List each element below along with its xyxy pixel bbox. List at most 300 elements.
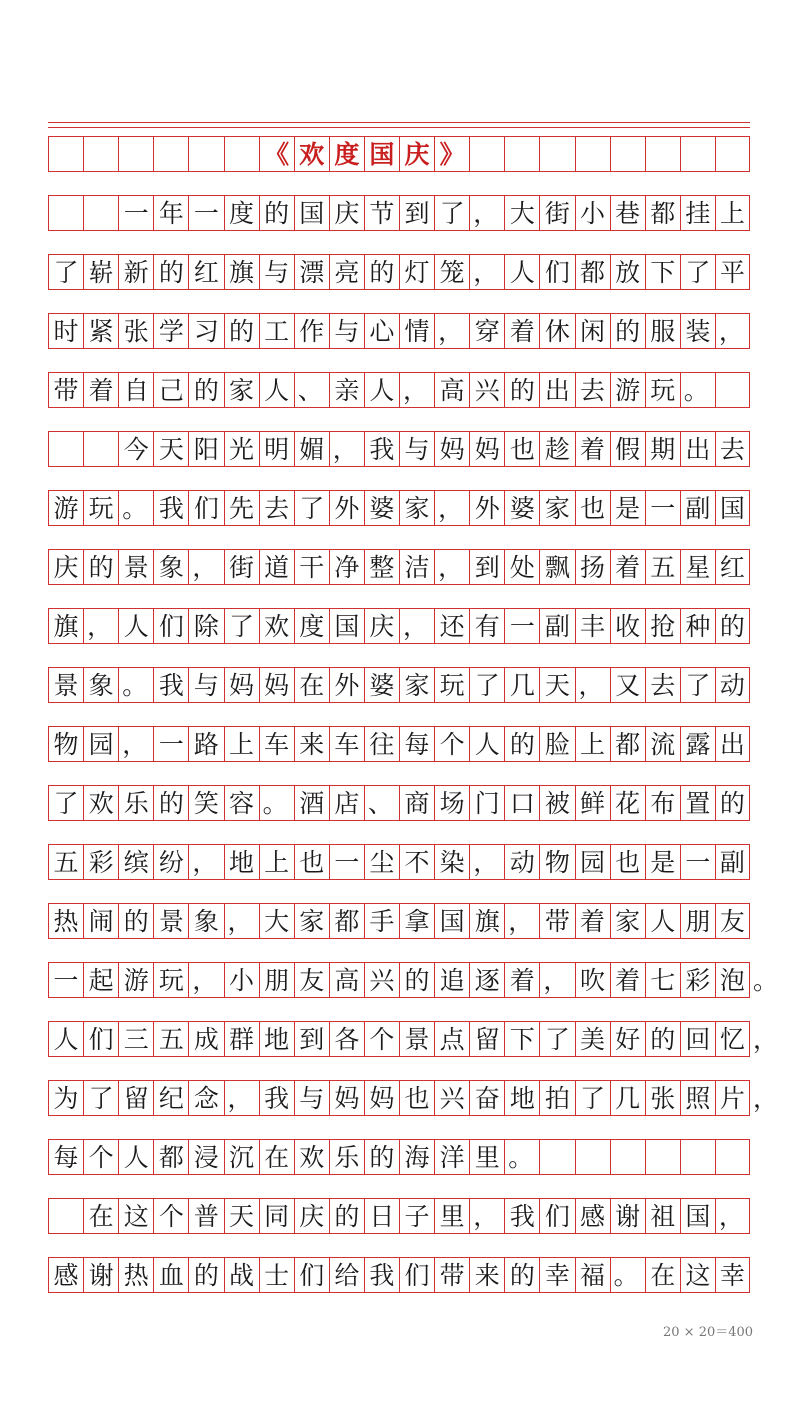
grid-cell: 崭 <box>83 255 118 289</box>
grid-cell: 期 <box>645 432 680 466</box>
grid-cell: 下 <box>504 1022 539 1056</box>
grid-cell: 亮 <box>329 255 364 289</box>
grid-cell: 紧 <box>83 314 118 348</box>
essay-row <box>48 431 750 467</box>
grid-cell: 沉 <box>224 1140 259 1174</box>
grid-cell: 染 <box>434 845 469 879</box>
grid-cell: 车 <box>259 727 294 761</box>
grid-cell: 了 <box>48 786 83 820</box>
grid-cell: 置 <box>680 786 715 820</box>
grid-cell <box>48 432 83 466</box>
grid-cell: 一 <box>680 845 715 879</box>
grid-cell: ， <box>469 255 504 289</box>
grid-cell: 笼 <box>434 255 469 289</box>
grid-cell: 园 <box>575 845 610 879</box>
grid-cell: 照 <box>680 1081 715 1115</box>
grid-cell: 脸 <box>539 727 574 761</box>
essay-row <box>48 1198 750 1234</box>
grid-cell: 人 <box>118 1140 153 1174</box>
grid-cell: 这 <box>680 1258 715 1292</box>
grid-cell: 的 <box>610 314 645 348</box>
grid-cell: 鲜 <box>575 786 610 820</box>
grid-cell: 平 <box>715 255 750 289</box>
grid-cell: 谢 <box>610 1199 645 1233</box>
grid-cell: 与 <box>259 255 294 289</box>
grid-cell: 。 <box>118 668 153 702</box>
grid-cell: ， <box>434 550 469 584</box>
title-cell <box>504 137 539 171</box>
grid-cell: 街 <box>539 196 574 230</box>
grid-cell: 血 <box>153 1258 188 1292</box>
grid-count-label: 20 × 20＝400 <box>663 1325 754 1340</box>
grid-cell: 彩 <box>680 963 715 997</box>
grid-cell: 门 <box>469 786 504 820</box>
grid-cell: 海 <box>399 1140 434 1174</box>
grid-cell: 庆 <box>294 1199 329 1233</box>
grid-cell: 容 <box>224 786 259 820</box>
grid-cell: 七 <box>645 963 680 997</box>
grid-cell: 带 <box>539 904 574 938</box>
grid-cell: 们 <box>153 609 188 643</box>
grid-cell: 国 <box>329 609 364 643</box>
grid-cell: 张 <box>118 314 153 348</box>
grid-cell: 的 <box>715 609 750 643</box>
grid-cell: 服 <box>645 314 680 348</box>
grid-cell: 缤 <box>118 845 153 879</box>
grid-cell: 妈 <box>259 668 294 702</box>
grid-cell: 景 <box>399 1022 434 1056</box>
grid-cell: 也 <box>399 1081 434 1115</box>
grid-cell: 街 <box>224 550 259 584</box>
grid-cell: 了 <box>469 668 504 702</box>
grid-cell: 旗 <box>48 609 83 643</box>
grid-cell: 不 <box>399 845 434 879</box>
grid-cell: 一 <box>118 196 153 230</box>
grid-cell: 妈 <box>364 1081 399 1115</box>
grid-cell: 的 <box>188 1258 223 1292</box>
grid-cell: 我 <box>153 668 188 702</box>
grid-cell: 象 <box>188 904 223 938</box>
grid-cell: 玩 <box>153 963 188 997</box>
grid-cell: ， <box>399 373 434 407</box>
grid-cell: 友 <box>715 904 750 938</box>
grid-cell: 战 <box>224 1258 259 1292</box>
grid-cell: 也 <box>610 845 645 879</box>
grid-cell: 都 <box>153 1140 188 1174</box>
grid-cell: 欢 <box>294 1140 329 1174</box>
grid-cell: 酒 <box>294 786 329 820</box>
grid-cell: 朋 <box>259 963 294 997</box>
grid-cell: 度 <box>294 609 329 643</box>
grid-cell: 人 <box>364 373 399 407</box>
grid-cell: 的 <box>504 373 539 407</box>
grid-cell <box>680 1140 715 1174</box>
grid-cell: 心 <box>364 314 399 348</box>
grid-cell: 一 <box>188 196 223 230</box>
grid-cell: 浸 <box>188 1140 223 1174</box>
grid-cell: 红 <box>188 255 223 289</box>
grid-cell: 的 <box>504 727 539 761</box>
grid-cell: 净 <box>329 550 364 584</box>
grid-cell: ， <box>434 491 469 525</box>
title-cell <box>118 137 153 171</box>
grid-cell <box>48 196 83 230</box>
grid-cell: 了 <box>48 255 83 289</box>
title-cell: 庆 <box>399 137 434 171</box>
grid-cell: 到 <box>294 1022 329 1056</box>
grid-cell: 我 <box>153 491 188 525</box>
grid-cell: 着 <box>504 314 539 348</box>
grid-cell: ， <box>715 314 750 348</box>
grid-cell: 人 <box>118 609 153 643</box>
grid-cell: 假 <box>610 432 645 466</box>
grid-cell: 欢 <box>83 786 118 820</box>
grid-cell: 着 <box>504 963 539 997</box>
grid-cell: 来 <box>294 727 329 761</box>
grid-cell: 婆 <box>504 491 539 525</box>
grid-cell: 妈 <box>329 1081 364 1115</box>
grid-cell: 车 <box>329 727 364 761</box>
grid-cell: 在 <box>83 1199 118 1233</box>
grid-cell: 口 <box>504 786 539 820</box>
title-cell: 》 <box>434 137 469 171</box>
grid-cell: 里 <box>434 1199 469 1233</box>
grid-cell: 手 <box>364 904 399 938</box>
grid-cell: 三 <box>118 1022 153 1056</box>
grid-cell: 国 <box>294 196 329 230</box>
grid-cell: 布 <box>645 786 680 820</box>
grid-cell: 媚 <box>294 432 329 466</box>
grid-cell: 五 <box>153 1022 188 1056</box>
grid-cell: 点 <box>434 1022 469 1056</box>
grid-cell: 庆 <box>364 609 399 643</box>
grid-cell: 了 <box>575 1081 610 1115</box>
grid-cell: 兴 <box>364 963 399 997</box>
grid-cell: 人 <box>504 255 539 289</box>
grid-cell: 热 <box>48 904 83 938</box>
margin-punctuation: ， <box>753 1025 779 1054</box>
grid-cell: 幸 <box>715 1258 750 1292</box>
grid-cell: 忆 <box>715 1022 750 1056</box>
grid-cell: 飘 <box>539 550 574 584</box>
grid-cell: 还 <box>434 609 469 643</box>
grid-cell: 与 <box>294 1081 329 1115</box>
grid-cell: 新 <box>118 255 153 289</box>
grid-cell: 妈 <box>434 432 469 466</box>
grid-top-rule <box>48 127 750 128</box>
grid-cell: ， <box>434 314 469 348</box>
grid-cell: 个 <box>83 1140 118 1174</box>
grid-cell: 露 <box>680 727 715 761</box>
grid-cell: 、 <box>364 786 399 820</box>
grid-cell: 时 <box>48 314 83 348</box>
grid-cell: 个 <box>153 1199 188 1233</box>
grid-cell: 下 <box>645 255 680 289</box>
grid-cell: 笑 <box>188 786 223 820</box>
grid-cell: 感 <box>48 1258 83 1292</box>
essay-row <box>48 1021 779 1057</box>
grid-cell: 灯 <box>399 255 434 289</box>
grid-cell: 朋 <box>680 904 715 938</box>
grid-cell: 闲 <box>575 314 610 348</box>
grid-cell: 的 <box>399 963 434 997</box>
grid-cell: 扬 <box>575 550 610 584</box>
grid-cell <box>645 1140 680 1174</box>
grid-cell: 的 <box>645 1022 680 1056</box>
title-cell <box>539 137 574 171</box>
grid-cell: 外 <box>329 668 364 702</box>
grid-cell: 群 <box>224 1022 259 1056</box>
grid-cell: 节 <box>364 196 399 230</box>
grid-cell: 亲 <box>329 373 364 407</box>
grid-cell: 闹 <box>83 904 118 938</box>
grid-cell: 国 <box>434 904 469 938</box>
grid-cell: 们 <box>188 491 223 525</box>
grid-cell: 的 <box>259 196 294 230</box>
grid-cell: 庆 <box>48 550 83 584</box>
grid-cell: 家 <box>539 491 574 525</box>
grid-cell: 被 <box>539 786 574 820</box>
grid-cell: 玩 <box>434 668 469 702</box>
grid-cell: 道 <box>259 550 294 584</box>
grid-cell: 。 <box>504 1140 539 1174</box>
grid-cell: 泡 <box>715 963 750 997</box>
grid-cell: 园 <box>83 727 118 761</box>
grid-cell: 了 <box>294 491 329 525</box>
grid-cell: 地 <box>224 845 259 879</box>
essay-row <box>48 313 750 349</box>
grid-cell: 上 <box>224 727 259 761</box>
grid-cell: 欢 <box>259 609 294 643</box>
grid-cell <box>610 1140 645 1174</box>
grid-cell: 普 <box>188 1199 223 1233</box>
essay-row <box>48 785 750 821</box>
grid-cell: 的 <box>188 373 223 407</box>
grid-cell: 旗 <box>224 255 259 289</box>
title-cell <box>645 137 680 171</box>
grid-cell: 明 <box>259 432 294 466</box>
grid-cell: 这 <box>118 1199 153 1233</box>
grid-cell: 象 <box>153 550 188 584</box>
grid-cell: 美 <box>575 1022 610 1056</box>
grid-cell: 巷 <box>610 196 645 230</box>
grid-cell: 阳 <box>188 432 223 466</box>
grid-cell: 出 <box>539 373 574 407</box>
grid-cell: 着 <box>575 904 610 938</box>
grid-cell: 作 <box>294 314 329 348</box>
grid-cell <box>83 432 118 466</box>
grid-cell: 婆 <box>364 491 399 525</box>
grid-cell: 抢 <box>645 609 680 643</box>
grid-cell: 的 <box>118 904 153 938</box>
grid-cell: 出 <box>715 727 750 761</box>
grid-cell: 景 <box>118 550 153 584</box>
grid-cell <box>575 1140 610 1174</box>
grid-cell: ， <box>188 963 223 997</box>
grid-cell: 。 <box>118 491 153 525</box>
essay-row <box>48 962 779 998</box>
grid-cell: 个 <box>364 1022 399 1056</box>
grid-cell: 丰 <box>575 609 610 643</box>
grid-cell: 友 <box>294 963 329 997</box>
grid-cell: 处 <box>504 550 539 584</box>
grid-cell: 先 <box>224 491 259 525</box>
grid-cell: 福 <box>575 1258 610 1292</box>
grid-cell: 为 <box>48 1081 83 1115</box>
grid-cell: 张 <box>645 1081 680 1115</box>
grid-cell: ， <box>715 1199 750 1233</box>
grid-cell: 副 <box>715 845 750 879</box>
grid-cell: 留 <box>118 1081 153 1115</box>
grid-cell: ， <box>224 1081 259 1115</box>
essay-row <box>48 254 750 290</box>
grid-cell <box>83 196 118 230</box>
grid-cell: 是 <box>645 845 680 879</box>
grid-cell: 挂 <box>680 196 715 230</box>
grid-cell: 个 <box>434 727 469 761</box>
grid-cell: 庆 <box>329 196 364 230</box>
grid-cell: 上 <box>575 727 610 761</box>
grid-cell: 奋 <box>469 1081 504 1115</box>
grid-cell: 的 <box>504 1258 539 1292</box>
manuscript-grid-paper <box>48 122 779 1302</box>
grid-cell: 纪 <box>153 1081 188 1115</box>
grid-cell: 天 <box>539 668 574 702</box>
grid-cell: 。 <box>610 1258 645 1292</box>
essay-row <box>48 372 750 408</box>
grid-cell: 物 <box>539 845 574 879</box>
grid-cell: 流 <box>645 727 680 761</box>
grid-cell: 几 <box>504 668 539 702</box>
grid-cell: 去 <box>575 373 610 407</box>
grid-cell: 士 <box>259 1258 294 1292</box>
grid-cell: 了 <box>539 1022 574 1056</box>
grid-cell: 感 <box>575 1199 610 1233</box>
title-cell <box>680 137 715 171</box>
grid-cell: 度 <box>224 196 259 230</box>
grid-cell: 的 <box>153 255 188 289</box>
grid-cell: 片 <box>715 1081 750 1115</box>
grid-cell: 大 <box>504 196 539 230</box>
grid-cell: 旗 <box>469 904 504 938</box>
grid-cell: 在 <box>259 1140 294 1174</box>
grid-cell: 又 <box>610 668 645 702</box>
grid-cell: 副 <box>539 609 574 643</box>
grid-cell: 的 <box>715 786 750 820</box>
grid-cell: 了 <box>680 255 715 289</box>
grid-cell: ， <box>575 668 610 702</box>
grid-cell: 地 <box>504 1081 539 1115</box>
grid-cell: 光 <box>224 432 259 466</box>
grid-cell: 玩 <box>645 373 680 407</box>
title-cell: 国 <box>364 137 399 171</box>
grid-cell: 洋 <box>434 1140 469 1174</box>
grid-cell: 习 <box>188 314 223 348</box>
grid-cell: 纷 <box>153 845 188 879</box>
essay-row <box>48 549 750 585</box>
grid-cell <box>48 1199 83 1233</box>
grid-cell: ， <box>118 727 153 761</box>
grid-cell: 逐 <box>469 963 504 997</box>
grid-cell: 也 <box>504 432 539 466</box>
essay-row <box>48 667 750 703</box>
grid-cell <box>715 373 750 407</box>
grid-cell: 自 <box>118 373 153 407</box>
grid-cell: 漂 <box>294 255 329 289</box>
grid-cell: 的 <box>83 550 118 584</box>
grid-cell: 的 <box>364 1140 399 1174</box>
grid-cell: 乐 <box>118 786 153 820</box>
grid-cell: ， <box>469 196 504 230</box>
grid-cell: ， <box>188 845 223 879</box>
grid-cell: 念 <box>188 1081 223 1115</box>
grid-cell: 红 <box>715 550 750 584</box>
title-cell <box>575 137 610 171</box>
grid-cell: 五 <box>48 845 83 879</box>
essay-row <box>48 726 750 762</box>
grid-cell: 每 <box>399 727 434 761</box>
grid-cell: 与 <box>399 432 434 466</box>
grid-cell: 。 <box>259 786 294 820</box>
grid-cell: ， <box>188 550 223 584</box>
grid-cell: 外 <box>469 491 504 525</box>
grid-cell: 几 <box>610 1081 645 1115</box>
grid-cell: 我 <box>364 432 399 466</box>
grid-cell: 去 <box>715 432 750 466</box>
grid-cell: 带 <box>434 1258 469 1292</box>
grid-cell: 去 <box>259 491 294 525</box>
title-cell: 度 <box>329 137 364 171</box>
grid-cell: 祖 <box>645 1199 680 1233</box>
grid-cell: 同 <box>259 1199 294 1233</box>
grid-cell: 婆 <box>364 668 399 702</box>
title-cell <box>188 137 223 171</box>
grid-cell: 家 <box>610 904 645 938</box>
grid-cell: ， <box>539 963 574 997</box>
grid-cell: 国 <box>715 491 750 525</box>
grid-cell: 都 <box>329 904 364 938</box>
grid-top-rule <box>48 122 750 123</box>
grid-cell: 出 <box>680 432 715 466</box>
grid-cell: 学 <box>153 314 188 348</box>
essay-row <box>48 1080 779 1116</box>
grid-cell: 好 <box>610 1022 645 1056</box>
title-cell <box>610 137 645 171</box>
grid-cell: 路 <box>188 727 223 761</box>
grid-cell: 小 <box>224 963 259 997</box>
grid-cell: 天 <box>153 432 188 466</box>
grid-cell: 商 <box>399 786 434 820</box>
grid-cell: 人 <box>259 373 294 407</box>
grid-cell: 玩 <box>83 491 118 525</box>
grid-cell: 人 <box>645 904 680 938</box>
grid-cell: 小 <box>575 196 610 230</box>
grid-cell: 谢 <box>83 1258 118 1292</box>
essay-row <box>48 1139 750 1175</box>
grid-cell: 带 <box>48 373 83 407</box>
margin-punctuation: ， <box>753 1084 779 1113</box>
grid-cell: 地 <box>259 1022 294 1056</box>
grid-cell: 回 <box>680 1022 715 1056</box>
grid-cell: 一 <box>645 491 680 525</box>
grid-cell: 来 <box>469 1258 504 1292</box>
grid-cell: 放 <box>610 255 645 289</box>
title-row <box>48 136 750 172</box>
grid-cell: ， <box>329 432 364 466</box>
grid-cell: 了 <box>83 1081 118 1115</box>
grid-cell: 星 <box>680 550 715 584</box>
grid-cell: 成 <box>188 1022 223 1056</box>
